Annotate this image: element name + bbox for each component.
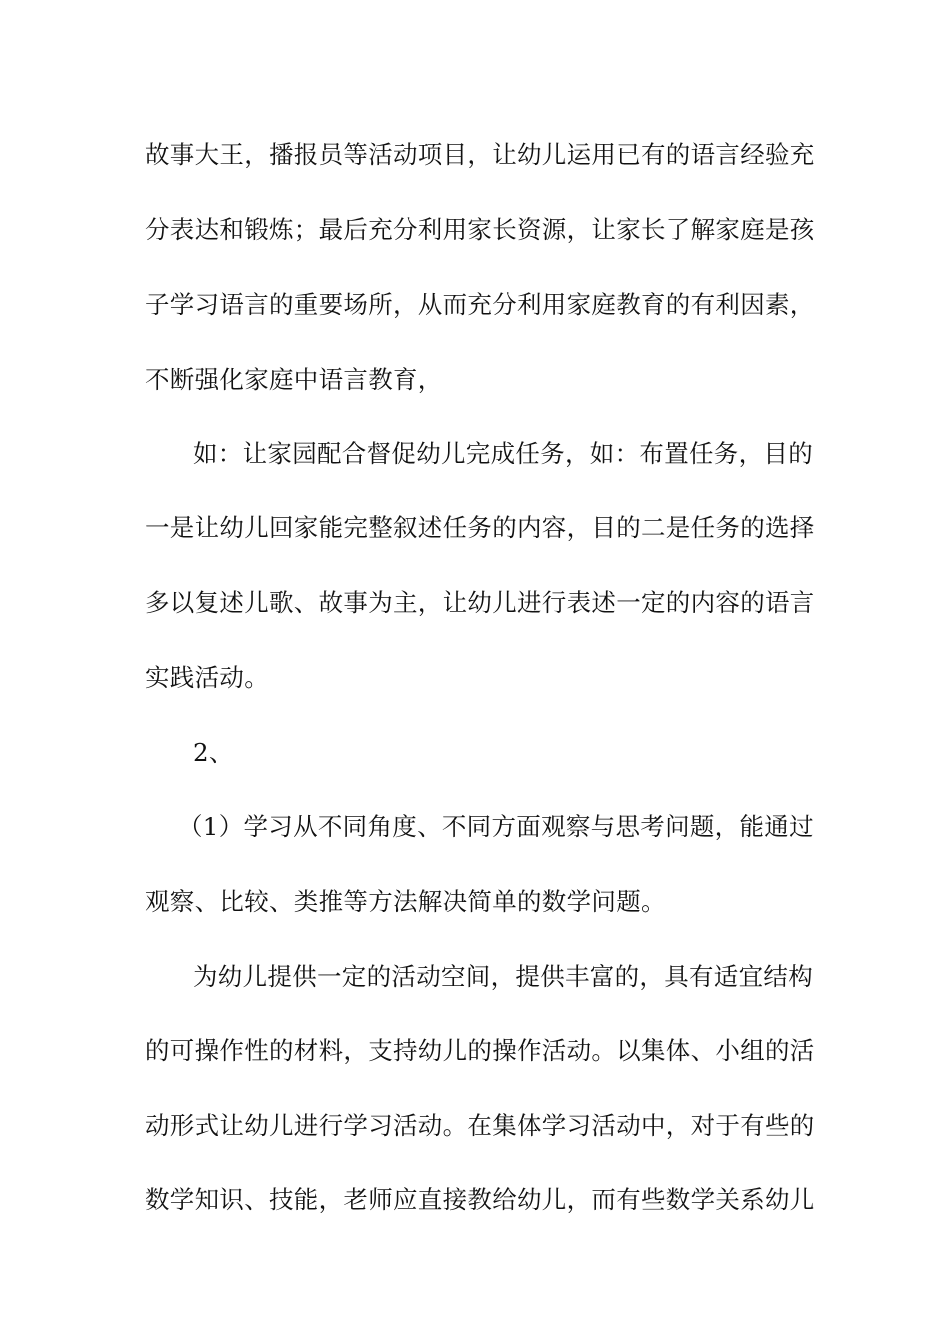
paragraph-first-line: 为幼儿提供一定的活动空间，提供丰富的，具有适宜结构: [193, 962, 813, 991]
text-line: 动形式让幼儿进行学习活动。在集体学习活动中，对于有些的: [145, 1111, 815, 1140]
text-line: 观察、比较、类推等方法解决简单的数学问题。: [145, 887, 666, 916]
paragraph-first-line: （1）学习从不同角度、不同方面观察与思考问题，能通过: [178, 812, 814, 841]
text-line: 子学习语言的重要场所，从而充分利用家庭教育的有利因素，: [145, 290, 815, 319]
text-line: 多以复述儿歌、故事为主，让幼儿进行表述一定的内容的语言: [145, 588, 815, 617]
text-line: 实践活动。: [145, 663, 269, 692]
text-line: 分表达和锻炼；最后充分利用家长资源，让家长了解家庭是孩: [145, 215, 815, 244]
section-number: 2、: [193, 738, 234, 767]
text-line: 不断强化家庭中语言教育，: [145, 365, 443, 394]
text-line: 数学知识、技能，老师应直接教给幼儿，而有些数学关系幼儿: [145, 1185, 815, 1214]
text-line: 一是让幼儿回家能完整叙述任务的内容，目的二是任务的选择: [145, 513, 815, 542]
text-line: 的可操作性的材料，支持幼儿的操作活动。以集体、小组的活: [145, 1036, 815, 1065]
text-line: 故事大王，播报员等活动项目，让幼儿运用已有的语言经验充: [145, 140, 815, 169]
paragraph-first-line: 如：让家园配合督促幼儿完成任务，如：布置任务，目的: [193, 439, 813, 468]
